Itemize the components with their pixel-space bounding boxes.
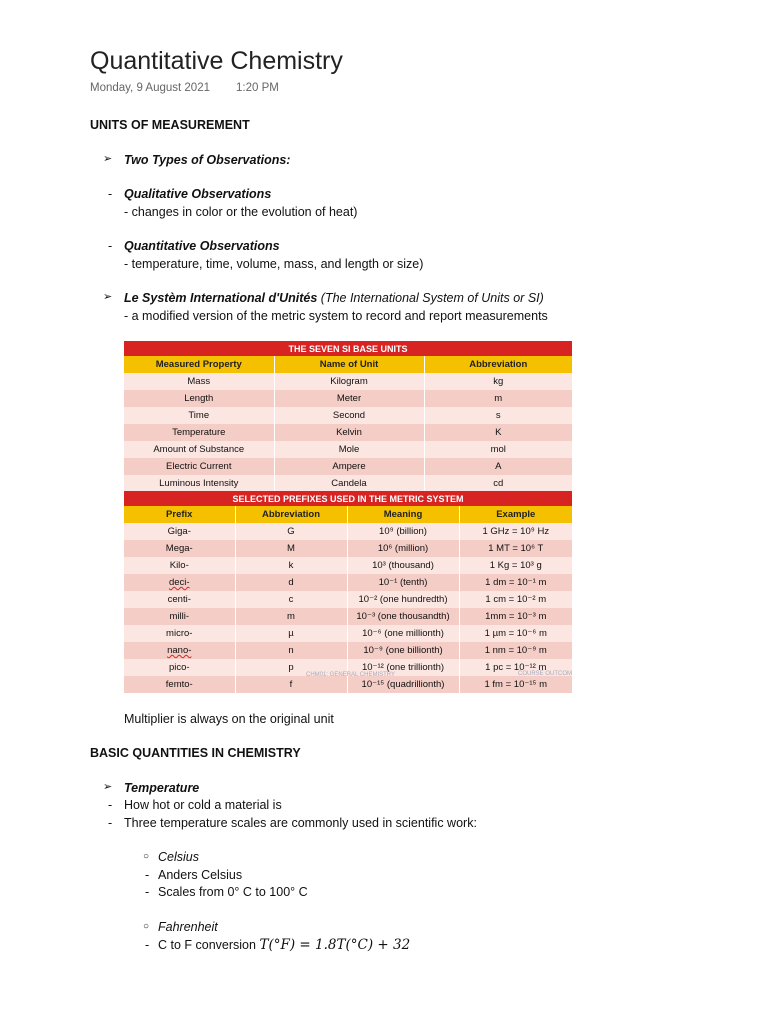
list-item-text: Three temperature scales are commonly used in scientific work: [124, 816, 477, 830]
page-title: Quantitative Chemistry [90, 47, 343, 75]
table-cell: 10⁻² (one hundredth) [347, 591, 459, 608]
table-cell: 1 µm = 10⁻⁶ m [459, 625, 572, 642]
si-col-header: Abbreviation [424, 356, 572, 373]
table-cell: 1 fm = 10⁻¹⁵ m [459, 676, 572, 693]
table-cell: Mass [124, 373, 274, 390]
table-cell: Ampere [274, 458, 424, 475]
table-cell: Time [124, 407, 274, 424]
arrow-bullet-icon: ➢ [103, 781, 113, 793]
table-cell: Giga- [124, 523, 235, 540]
table-cell: c [235, 591, 347, 608]
table-cell: Kelvin [274, 424, 424, 441]
table-cell: 1 pc = 10⁻¹² m [459, 659, 572, 676]
table-cell: s [424, 407, 572, 424]
spellcheck-word: deci- [168, 577, 190, 588]
table-cell: Luminous Intensity [124, 475, 274, 492]
table-cell: 10⁻³ (one thousandth) [347, 608, 459, 625]
table-row [124, 557, 572, 574]
table-cell [124, 574, 235, 591]
list-item-text [158, 937, 410, 953]
dash-bullet: - [108, 187, 113, 201]
table-row [124, 458, 572, 475]
table-row [124, 591, 572, 608]
table-cell: Temperature [124, 424, 274, 441]
conversion-label: C to F conversion [158, 938, 256, 952]
table-row [124, 625, 572, 642]
table-cell: µ [235, 625, 347, 642]
dash-bullet: - [108, 798, 113, 812]
table-cell: micro- [124, 625, 235, 642]
table-cell: G [235, 523, 347, 540]
table-cell: 10³ (thousand) [347, 557, 459, 574]
qualitative-desc: - changes in color or the evolution of heat) [124, 205, 358, 219]
table-cell: 10⁻⁹ (one billionth) [347, 642, 459, 659]
si-base-units-table [124, 341, 572, 492]
si-table-title: THE SEVEN SI BASE UNITS [124, 341, 572, 356]
table-row [124, 574, 572, 591]
table-cell: Electric Current [124, 458, 274, 475]
dash-bullet: - [145, 938, 150, 952]
multiplier-note: Multiplier is always on the original unit [124, 712, 334, 726]
table-cell: 10⁻⁶ (one millionth) [347, 625, 459, 642]
table-cell: Mega- [124, 540, 235, 557]
table-cell: f [235, 676, 347, 693]
si-subtitle: (The International System of Units or SI) [320, 291, 544, 305]
page-date: Monday, 9 August 2021 [90, 82, 210, 94]
table-cell: Meter [274, 390, 424, 407]
list-item-text: How hot or cold a material is [124, 798, 282, 812]
arrow-bullet-icon: ➢ [103, 153, 113, 165]
si-col-header: Measured Property [124, 356, 274, 373]
dash-bullet: - [145, 868, 150, 882]
table-cell: 10⁻¹ (tenth) [347, 574, 459, 591]
table-cell: K [424, 424, 572, 441]
table-cell: n [235, 642, 347, 659]
table-cell: Kilo- [124, 557, 235, 574]
quantitative-title: Quantitative Observations [124, 239, 280, 253]
dash-bullet: - [145, 885, 150, 899]
table-row [124, 676, 572, 693]
celsius-title: Celsius [158, 850, 199, 864]
table-cell: 1 Kg = 10³ g [459, 557, 572, 574]
table-cell: Second [274, 407, 424, 424]
table-cell: cd [424, 475, 572, 492]
watermark-left: CHM01: GENERAL CHEMISTRY [306, 672, 396, 678]
table-cell: milli- [124, 608, 235, 625]
table-cell: 10⁻¹² (one trillionth) [347, 659, 459, 676]
table-cell: A [424, 458, 572, 475]
table-cell: k [235, 557, 347, 574]
si-title: Le Systèm International d'Unités [124, 291, 318, 305]
quantitative-desc: - temperature, time, volume, mass, and length or size) [124, 257, 424, 271]
table-cell [124, 642, 235, 659]
table-row [124, 390, 572, 407]
prefix-col-header: Abbreviation [235, 506, 347, 523]
list-item-text: Anders Celsius [158, 868, 243, 882]
table-cell: Amount of Substance [124, 441, 274, 458]
qualitative-title: Qualitative Observations [124, 187, 272, 201]
section-heading-units: UNITS OF MEASUREMENT [90, 118, 250, 132]
table-cell: Candela [274, 475, 424, 492]
table-cell: 1 cm = 10⁻² m [459, 591, 572, 608]
list-item-text: Scales from 0° C to 100° C [158, 885, 308, 899]
table-row [124, 523, 572, 540]
table-cell: kg [424, 373, 572, 390]
table-cell: femto- [124, 676, 235, 693]
conversion-formula: T(°F) = 1.8T(°C) + 32 [259, 937, 411, 953]
table-row [124, 475, 572, 492]
page-timestamp [90, 82, 279, 94]
si-heading [124, 290, 544, 306]
si-desc: - a modified version of the metric system to record and report measurements [124, 309, 548, 323]
table-cell: Length [124, 390, 274, 407]
arrow-bullet-icon: ➢ [103, 291, 113, 303]
prefix-col-header: Meaning [347, 506, 459, 523]
dash-bullet: - [108, 239, 113, 253]
table-cell: 10⁻¹⁵ (quadrillionth) [347, 676, 459, 693]
table-row [124, 642, 572, 659]
table-cell: Kilogram [274, 373, 424, 390]
table-row [124, 407, 572, 424]
page-time: 1:20 PM [236, 82, 279, 94]
prefix-col-header: Example [459, 506, 572, 523]
table-cell: pico- [124, 659, 235, 676]
spellcheck-word: nano- [167, 645, 192, 656]
dash-bullet: - [108, 816, 113, 830]
table-cell: 1 nm = 10⁻⁹ m [459, 642, 572, 659]
watermark-right: COURSE OUTCOM [518, 671, 572, 677]
circle-bullet-icon: ○ [143, 921, 150, 932]
section-heading-quantities: BASIC QUANTITIES IN CHEMISTRY [90, 746, 301, 760]
table-cell: 1mm = 10⁻³ m [459, 608, 572, 625]
table-cell: p [235, 659, 347, 676]
table-cell: 10⁹ (billion) [347, 523, 459, 540]
table-row [124, 540, 572, 557]
table-row [124, 441, 572, 458]
table-cell: mol [424, 441, 572, 458]
table-cell: 1 dm = 10⁻¹ m [459, 574, 572, 591]
table-cell: 1 GHz = 10⁹ Hz [459, 523, 572, 540]
table-cell: m [235, 608, 347, 625]
metric-prefixes-table [124, 491, 572, 693]
table-row [124, 608, 572, 625]
prefix-col-header: Prefix [124, 506, 235, 523]
table-cell: Mole [274, 441, 424, 458]
bullet-title: Two Types of Observations: [124, 153, 291, 167]
table-cell: 10⁶ (million) [347, 540, 459, 557]
temperature-title: Temperature [124, 781, 200, 795]
circle-bullet-icon: ○ [143, 851, 150, 862]
si-col-header: Name of Unit [274, 356, 424, 373]
table-cell: m [424, 390, 572, 407]
table-cell: M [235, 540, 347, 557]
table-row [124, 424, 572, 441]
fahrenheit-title: Fahrenheit [158, 920, 218, 934]
table-cell: d [235, 574, 347, 591]
table-cell: 1 MT = 10⁶ T [459, 540, 572, 557]
table-cell: centi- [124, 591, 235, 608]
table-row [124, 373, 572, 390]
prefix-table-title: SELECTED PREFIXES USED IN THE METRIC SYSTEM [124, 491, 572, 506]
